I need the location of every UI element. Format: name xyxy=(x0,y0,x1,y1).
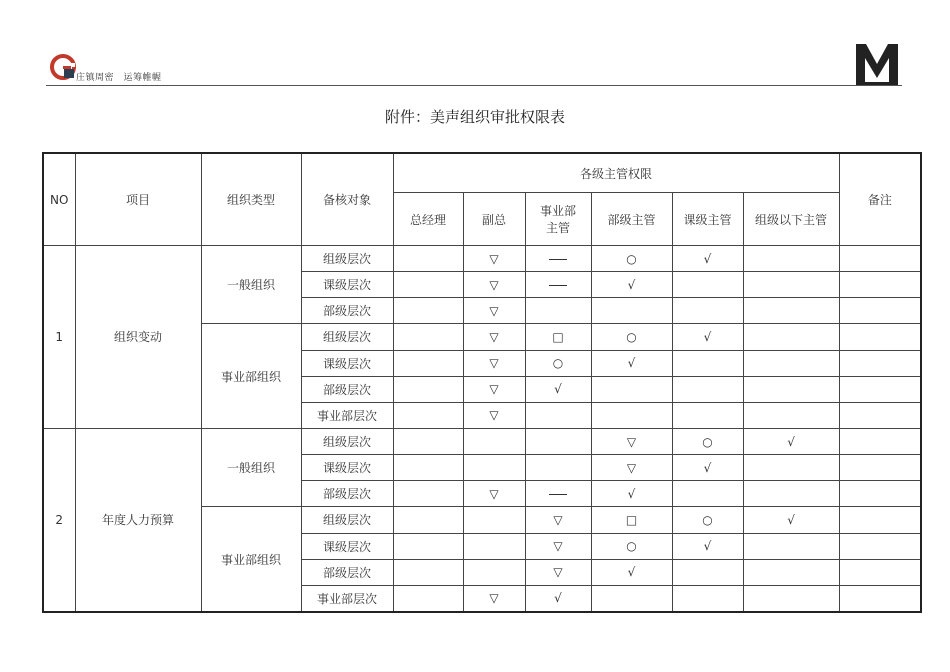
column-header-remark: 备注 xyxy=(839,153,921,246)
authority-mark xyxy=(393,585,463,612)
authority-mark xyxy=(525,272,591,298)
remark-cell xyxy=(839,298,921,324)
authority-mark xyxy=(525,481,591,507)
remark-cell xyxy=(839,272,921,298)
authority-mark xyxy=(672,402,743,428)
item-name: 年度人力预算 xyxy=(75,428,201,612)
authority-mark: √ xyxy=(525,585,591,612)
authority-mark xyxy=(743,455,839,481)
authority-mark: ○ xyxy=(525,350,591,376)
remark-cell xyxy=(839,324,921,350)
org-type: 一般组织 xyxy=(201,428,301,506)
authority-mark: ○ xyxy=(591,533,672,559)
column-header-level: 事业部 主管 xyxy=(525,193,591,246)
authority-mark: ○ xyxy=(591,324,672,350)
authority-mark xyxy=(393,350,463,376)
authority-mark xyxy=(393,455,463,481)
authority-mark xyxy=(743,272,839,298)
authority-mark xyxy=(743,376,839,402)
company-slogan: 庄镇周密 运筹帷幄 xyxy=(76,73,162,83)
table-row xyxy=(43,246,921,272)
authority-mark xyxy=(463,428,525,454)
authority-mark: √ xyxy=(591,559,672,585)
remark-cell xyxy=(839,481,921,507)
authority-mark xyxy=(393,272,463,298)
remark-cell xyxy=(839,350,921,376)
target-level: 部级层次 xyxy=(301,376,393,402)
authority-mark: ▽ xyxy=(463,324,525,350)
target-level: 课级层次 xyxy=(301,533,393,559)
table-row xyxy=(43,428,921,454)
authority-mark: ▽ xyxy=(463,298,525,324)
authority-mark: √ xyxy=(672,455,743,481)
authority-mark xyxy=(743,559,839,585)
authority-mark xyxy=(393,533,463,559)
column-header-org-type: 组织类型 xyxy=(201,153,301,246)
authority-mark xyxy=(525,428,591,454)
authority-mark xyxy=(393,376,463,402)
authority-mark: √ xyxy=(591,272,672,298)
authority-mark xyxy=(672,298,743,324)
authority-mark xyxy=(393,324,463,350)
authority-mark: √ xyxy=(591,481,672,507)
column-header-level: 副总 xyxy=(463,193,525,246)
target-level: 课级层次 xyxy=(301,350,393,376)
target-level: 组级层次 xyxy=(301,246,393,272)
authority-mark xyxy=(672,272,743,298)
authority-mark xyxy=(743,533,839,559)
authority-mark xyxy=(672,376,743,402)
authority-mark xyxy=(743,350,839,376)
target-level: 组级层次 xyxy=(301,507,393,533)
authority-mark xyxy=(393,428,463,454)
remark-cell xyxy=(839,402,921,428)
remark-cell xyxy=(839,585,921,612)
target-level: 组级层次 xyxy=(301,428,393,454)
authority-mark xyxy=(393,246,463,272)
authority-mark: ▽ xyxy=(463,402,525,428)
header-divider xyxy=(46,85,902,86)
authority-mark xyxy=(591,376,672,402)
authority-mark xyxy=(743,402,839,428)
column-header-level: 总经理 xyxy=(393,193,463,246)
authority-mark: ▽ xyxy=(463,376,525,402)
dash-mark xyxy=(549,259,567,260)
target-level: 部级层次 xyxy=(301,298,393,324)
authority-mark xyxy=(525,402,591,428)
row-number: 2 xyxy=(43,428,75,612)
authority-mark xyxy=(672,585,743,612)
authority-mark: ▽ xyxy=(591,455,672,481)
authority-mark: ○ xyxy=(591,246,672,272)
dash-mark xyxy=(549,494,567,495)
authority-mark xyxy=(525,455,591,481)
authority-mark xyxy=(463,559,525,585)
column-header-level: 部级主管 xyxy=(591,193,672,246)
column-header-level: 课级主管 xyxy=(672,193,743,246)
authority-mark xyxy=(525,246,591,272)
target-level: 事业部层次 xyxy=(301,402,393,428)
authority-mark xyxy=(672,350,743,376)
authority-mark: ▽ xyxy=(463,481,525,507)
authority-mark: √ xyxy=(591,350,672,376)
authority-mark xyxy=(393,298,463,324)
remark-cell xyxy=(839,246,921,272)
authority-mark xyxy=(463,455,525,481)
authority-mark xyxy=(393,402,463,428)
authority-mark xyxy=(743,298,839,324)
authority-mark: ▽ xyxy=(463,246,525,272)
authority-mark xyxy=(393,507,463,533)
approval-authority-table xyxy=(42,152,922,613)
remark-cell xyxy=(839,376,921,402)
row-number: 1 xyxy=(43,246,75,429)
table-header-row xyxy=(43,153,921,193)
dash-mark xyxy=(549,285,567,286)
m-brand-logo-icon xyxy=(854,42,900,86)
authority-mark xyxy=(591,585,672,612)
target-level: 组级层次 xyxy=(301,324,393,350)
org-type: 事业部组织 xyxy=(201,324,301,429)
column-header-no: NO xyxy=(43,153,75,246)
column-header-target: 备核对象 xyxy=(301,153,393,246)
target-level: 课级层次 xyxy=(301,272,393,298)
authority-mark xyxy=(743,324,839,350)
authority-mark: √ xyxy=(672,324,743,350)
column-header-level: 组级以下主管 xyxy=(743,193,839,246)
authority-mark: √ xyxy=(672,533,743,559)
authority-mark xyxy=(743,246,839,272)
authority-mark: ▽ xyxy=(525,507,591,533)
authority-mark: ▽ xyxy=(591,428,672,454)
authority-mark: ▽ xyxy=(463,272,525,298)
authority-mark: ▽ xyxy=(463,585,525,612)
authority-mark xyxy=(743,481,839,507)
org-type: 一般组织 xyxy=(201,246,301,324)
company-logo-icon xyxy=(50,54,76,80)
authority-mark xyxy=(463,533,525,559)
item-name: 组织变动 xyxy=(75,246,201,429)
authority-mark: ▽ xyxy=(525,559,591,585)
authority-mark: √ xyxy=(743,507,839,533)
authority-mark: √ xyxy=(743,428,839,454)
authority-mark: □ xyxy=(525,324,591,350)
authority-mark: ○ xyxy=(672,507,743,533)
remark-cell xyxy=(839,533,921,559)
target-level: 事业部层次 xyxy=(301,585,393,612)
remark-cell xyxy=(839,455,921,481)
target-level: 部级层次 xyxy=(301,559,393,585)
target-level: 部级层次 xyxy=(301,481,393,507)
remark-cell xyxy=(839,507,921,533)
authority-mark xyxy=(591,298,672,324)
remark-cell xyxy=(839,559,921,585)
authority-mark xyxy=(393,559,463,585)
target-level: 课级层次 xyxy=(301,455,393,481)
authority-mark: ▽ xyxy=(525,533,591,559)
column-header-item: 项目 xyxy=(75,153,201,246)
authority-mark xyxy=(672,559,743,585)
authority-mark xyxy=(525,298,591,324)
authority-mark xyxy=(463,507,525,533)
authority-mark xyxy=(591,402,672,428)
org-type: 事业部组织 xyxy=(201,507,301,612)
column-group-header-authority: 各级主管权限 xyxy=(393,153,839,193)
remark-cell xyxy=(839,428,921,454)
authority-mark: ○ xyxy=(672,428,743,454)
page-header xyxy=(46,42,902,86)
authority-mark xyxy=(743,585,839,612)
authority-mark: √ xyxy=(672,246,743,272)
authority-mark: ▽ xyxy=(463,350,525,376)
authority-mark xyxy=(672,481,743,507)
authority-mark: √ xyxy=(525,376,591,402)
authority-mark xyxy=(393,481,463,507)
authority-mark: □ xyxy=(591,507,672,533)
page-title: 附件：美声组织审批权限表 xyxy=(384,108,565,126)
